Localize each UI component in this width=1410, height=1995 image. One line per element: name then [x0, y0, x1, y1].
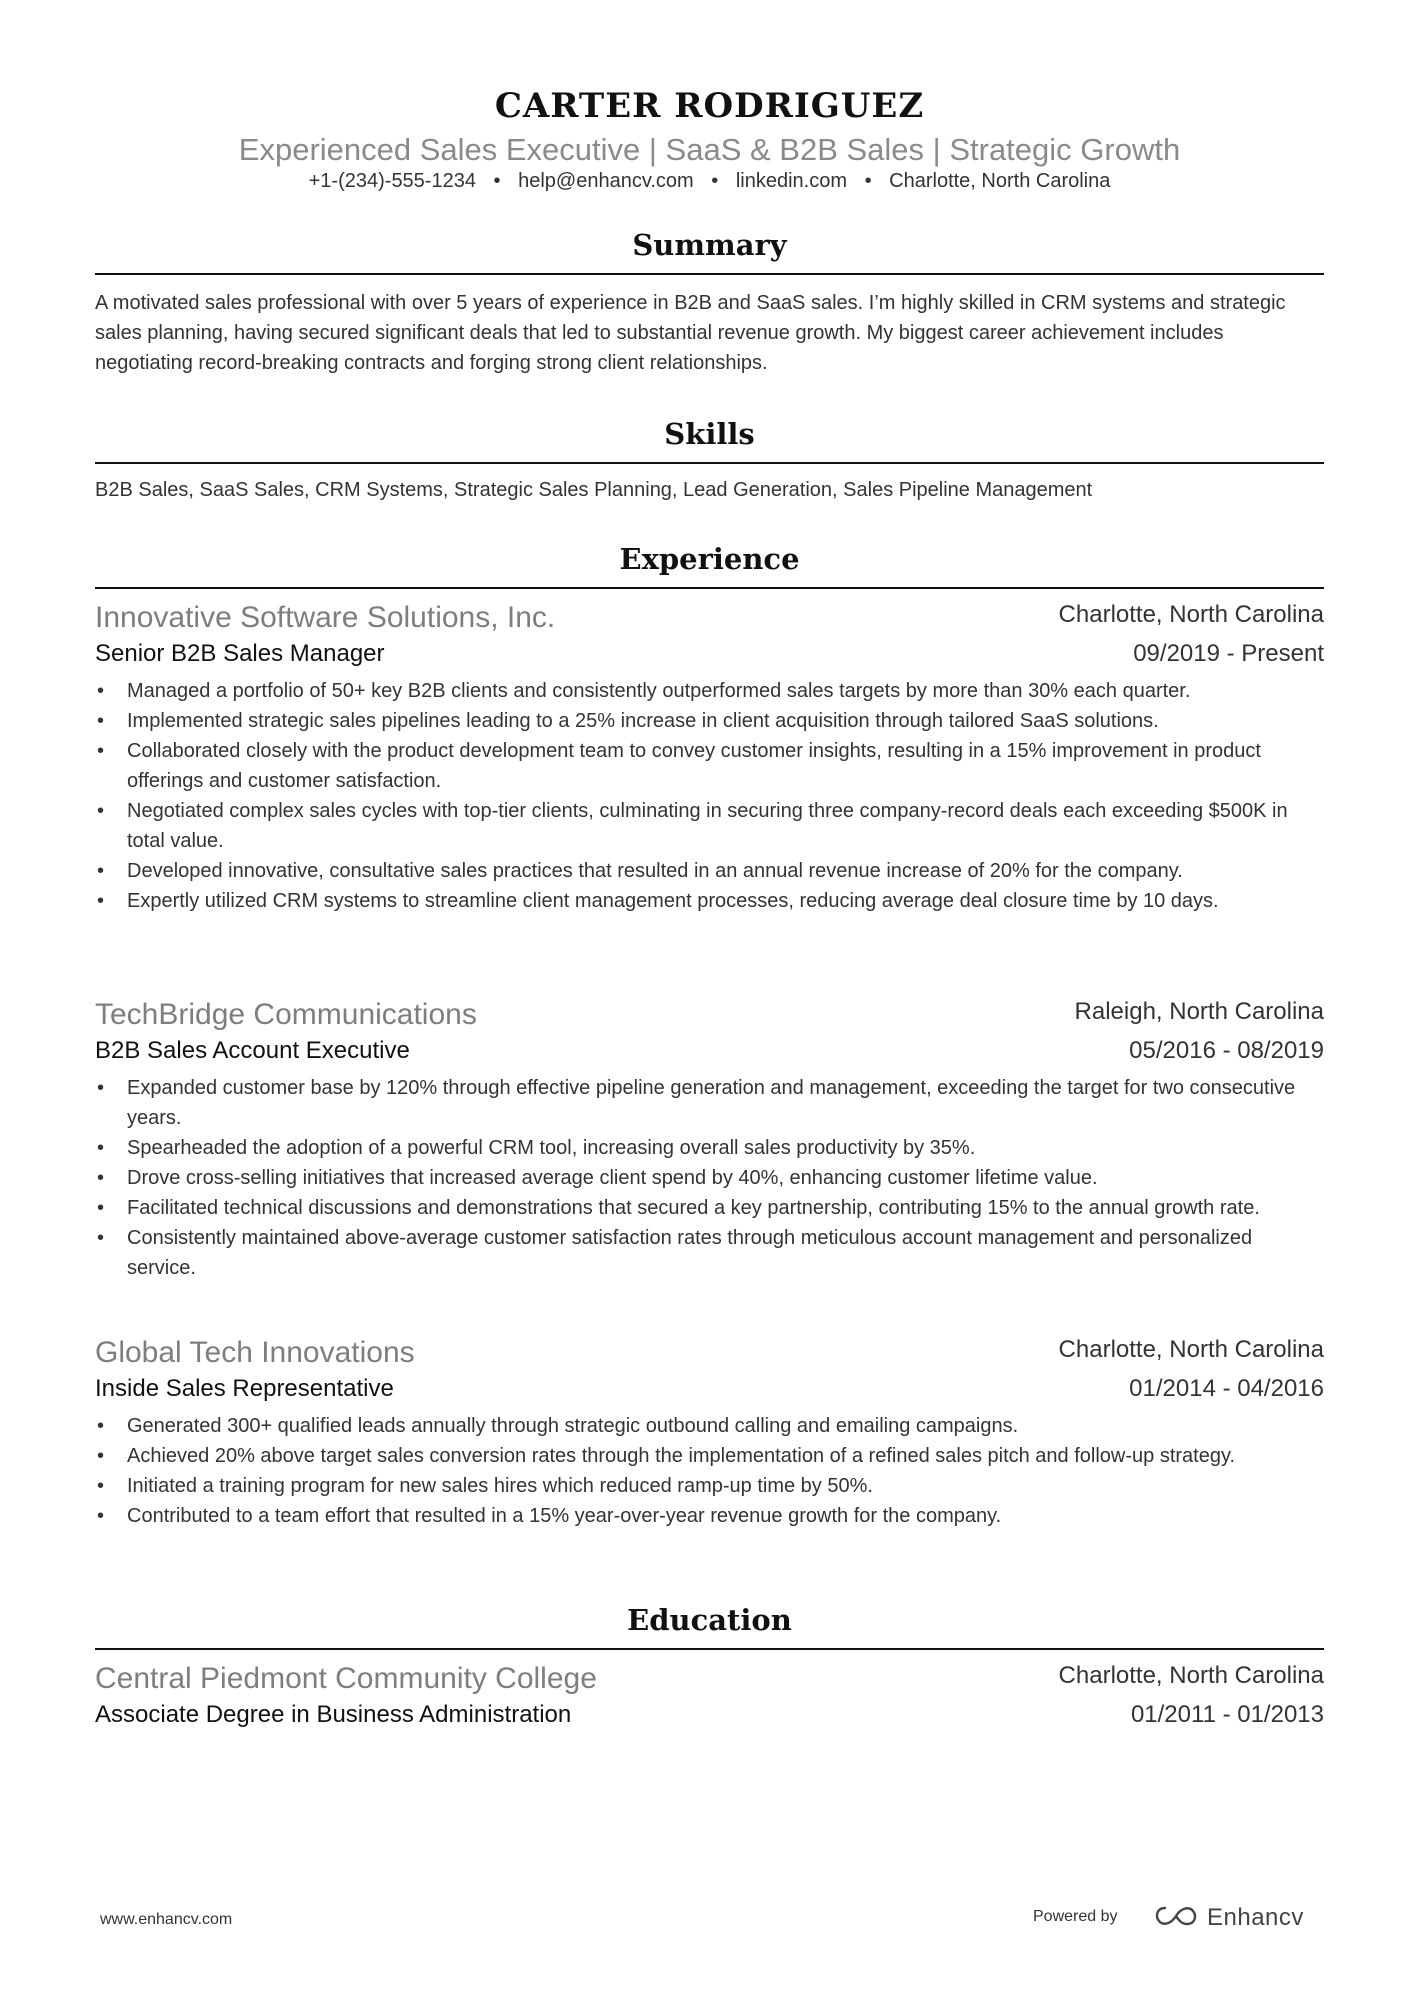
job-bullet: • Generated 300+ qualified leads annually through strategic outbound calling and emailing campaigns. [95, 1411, 1324, 1441]
job-bullet: • Collaborated closely with the product development team to convey customer insights, resulting in a 15% improvement in product offerings and customer satisfaction. [95, 736, 1324, 796]
education-dates: 01/2011 - 01/2013 [1130, 1701, 1324, 1728]
separator-dot: • [864, 170, 872, 192]
job-title: B2B Sales Account Executive [95, 1037, 410, 1064]
job-bullet-list [95, 1411, 1324, 1531]
job-bullet: • Achieved 20% above target sales conversion rates through the implementation of a refined sales pitch and follow-up strategy. [95, 1441, 1324, 1471]
contact-location: Charlotte, North Carolina [889, 170, 1111, 192]
contact-line [95, 170, 1324, 193]
job-dates: 01/2014 - 04/2016 [1129, 1375, 1324, 1402]
skills-heading: Skills [664, 417, 755, 451]
job-bullet: • Implemented strategic sales pipelines leading to a 25% increase in client acquisition through tailored SaaS solutions. [95, 706, 1324, 736]
skills-text: B2B Sales, SaaS Sales, CRM Systems, Strategic Sales Planning, Lead Generation, Sales Pipeline Management [95, 479, 1093, 501]
candidate-name: CARTER RODRIGUEZ [494, 86, 925, 126]
job-bullet: • Managed a portfolio of 50+ key B2B clients and consistently outperformed sales targets by more than 30% each quarter. [95, 676, 1324, 706]
summary-heading: Summary [632, 228, 787, 262]
job-bullet: • Expertly utilized CRM systems to streamline client management processes, reducing average deal closure time by 10 days. [95, 886, 1324, 916]
job-company: Global Tech Innovations [95, 1336, 415, 1369]
job-bullet-list [95, 1073, 1324, 1283]
skills-divider [95, 462, 1324, 464]
job-company: Innovative Software Solutions, Inc. [95, 601, 556, 634]
job-dates: 09/2019 - Present [1133, 640, 1324, 667]
brand-logo[interactable] [1153, 1898, 1304, 1938]
job-bullet: • Facilitated technical discussions and demonstrations that secured a key partnership, contributing 15% to the annual growth rate. [95, 1193, 1324, 1223]
job-location: Charlotte, North Carolina [1058, 601, 1324, 628]
powered-by-label: Powered by [1033, 1908, 1118, 1925]
education-location: Charlotte, North Carolina [1058, 1662, 1324, 1689]
phone-number: +1-(234)-555-1234 [308, 170, 476, 192]
experience-heading: Experience [619, 542, 800, 576]
brand-name: Enhancv [1207, 1904, 1304, 1931]
job-title: Senior B2B Sales Manager [95, 640, 385, 667]
job-bullet: • Initiated a training program for new sales hires which reduced ramp-up time by 50%. [95, 1471, 1324, 1501]
education-school: Central Piedmont Community College [95, 1662, 597, 1695]
candidate-headline: Experienced Sales Executive | SaaS & B2B Sales | Strategic Growth [238, 132, 1181, 167]
education-degree: Associate Degree in Business Administration [95, 1701, 572, 1728]
enhancv-logo-icon [1153, 1904, 1199, 1933]
experience-divider [95, 587, 1324, 589]
linkedin-link[interactable]: linkedin.com [735, 170, 848, 192]
separator-dot: • [711, 170, 719, 192]
job-bullet: • Developed innovative, consultative sales practices that resulted in an annual revenue increase of 20% for the company. [95, 856, 1324, 886]
job-dates: 05/2016 - 08/2019 [1129, 1037, 1324, 1064]
separator-dot: • [493, 170, 501, 192]
job-location: Raleigh, North Carolina [1074, 998, 1324, 1025]
job-bullet: • Drove cross-selling initiatives that increased average client spend by 40%, enhancing customer lifetime value. [95, 1163, 1324, 1193]
job-location: Charlotte, North Carolina [1058, 1336, 1324, 1363]
footer-url[interactable]: www.enhancv.com [100, 1911, 233, 1928]
job-title: Inside Sales Representative [95, 1375, 394, 1402]
summary-text: A motivated sales professional with over 5 years of experience in B2B and SaaS sales. I’m highly skilled in CRM systems and strategic sales planning, having secured significant deals that led to substantial revenue growth. My biggest career achievement includes negotiating record-breaking contracts and forging strong client relationships. [95, 292, 1286, 374]
job-bullet: • Contributed to a team effort that resulted in a 15% year-over-year revenue growth for the company. [95, 1501, 1324, 1531]
job-bullet-list [95, 676, 1324, 916]
email-address[interactable]: help@enhancv.com [518, 170, 694, 192]
job-bullet: • Negotiated complex sales cycles with top-tier clients, culminating in securing three company-record deals each exceeding $500K in total value. [95, 796, 1324, 856]
job-bullet: • Spearheaded the adoption of a powerful CRM tool, increasing overall sales productivity by 35%. [95, 1133, 1324, 1163]
job-company: TechBridge Communications [95, 998, 477, 1031]
job-bullet: • Expanded customer base by 120% through effective pipeline generation and management, exceeding the target for two consecutive years. [95, 1073, 1324, 1133]
education-divider [95, 1648, 1324, 1650]
summary-divider [95, 273, 1324, 275]
job-bullet: • Consistently maintained above-average customer satisfaction rates through meticulous account management and personalized service. [95, 1223, 1324, 1283]
education-heading: Education [627, 1603, 792, 1637]
